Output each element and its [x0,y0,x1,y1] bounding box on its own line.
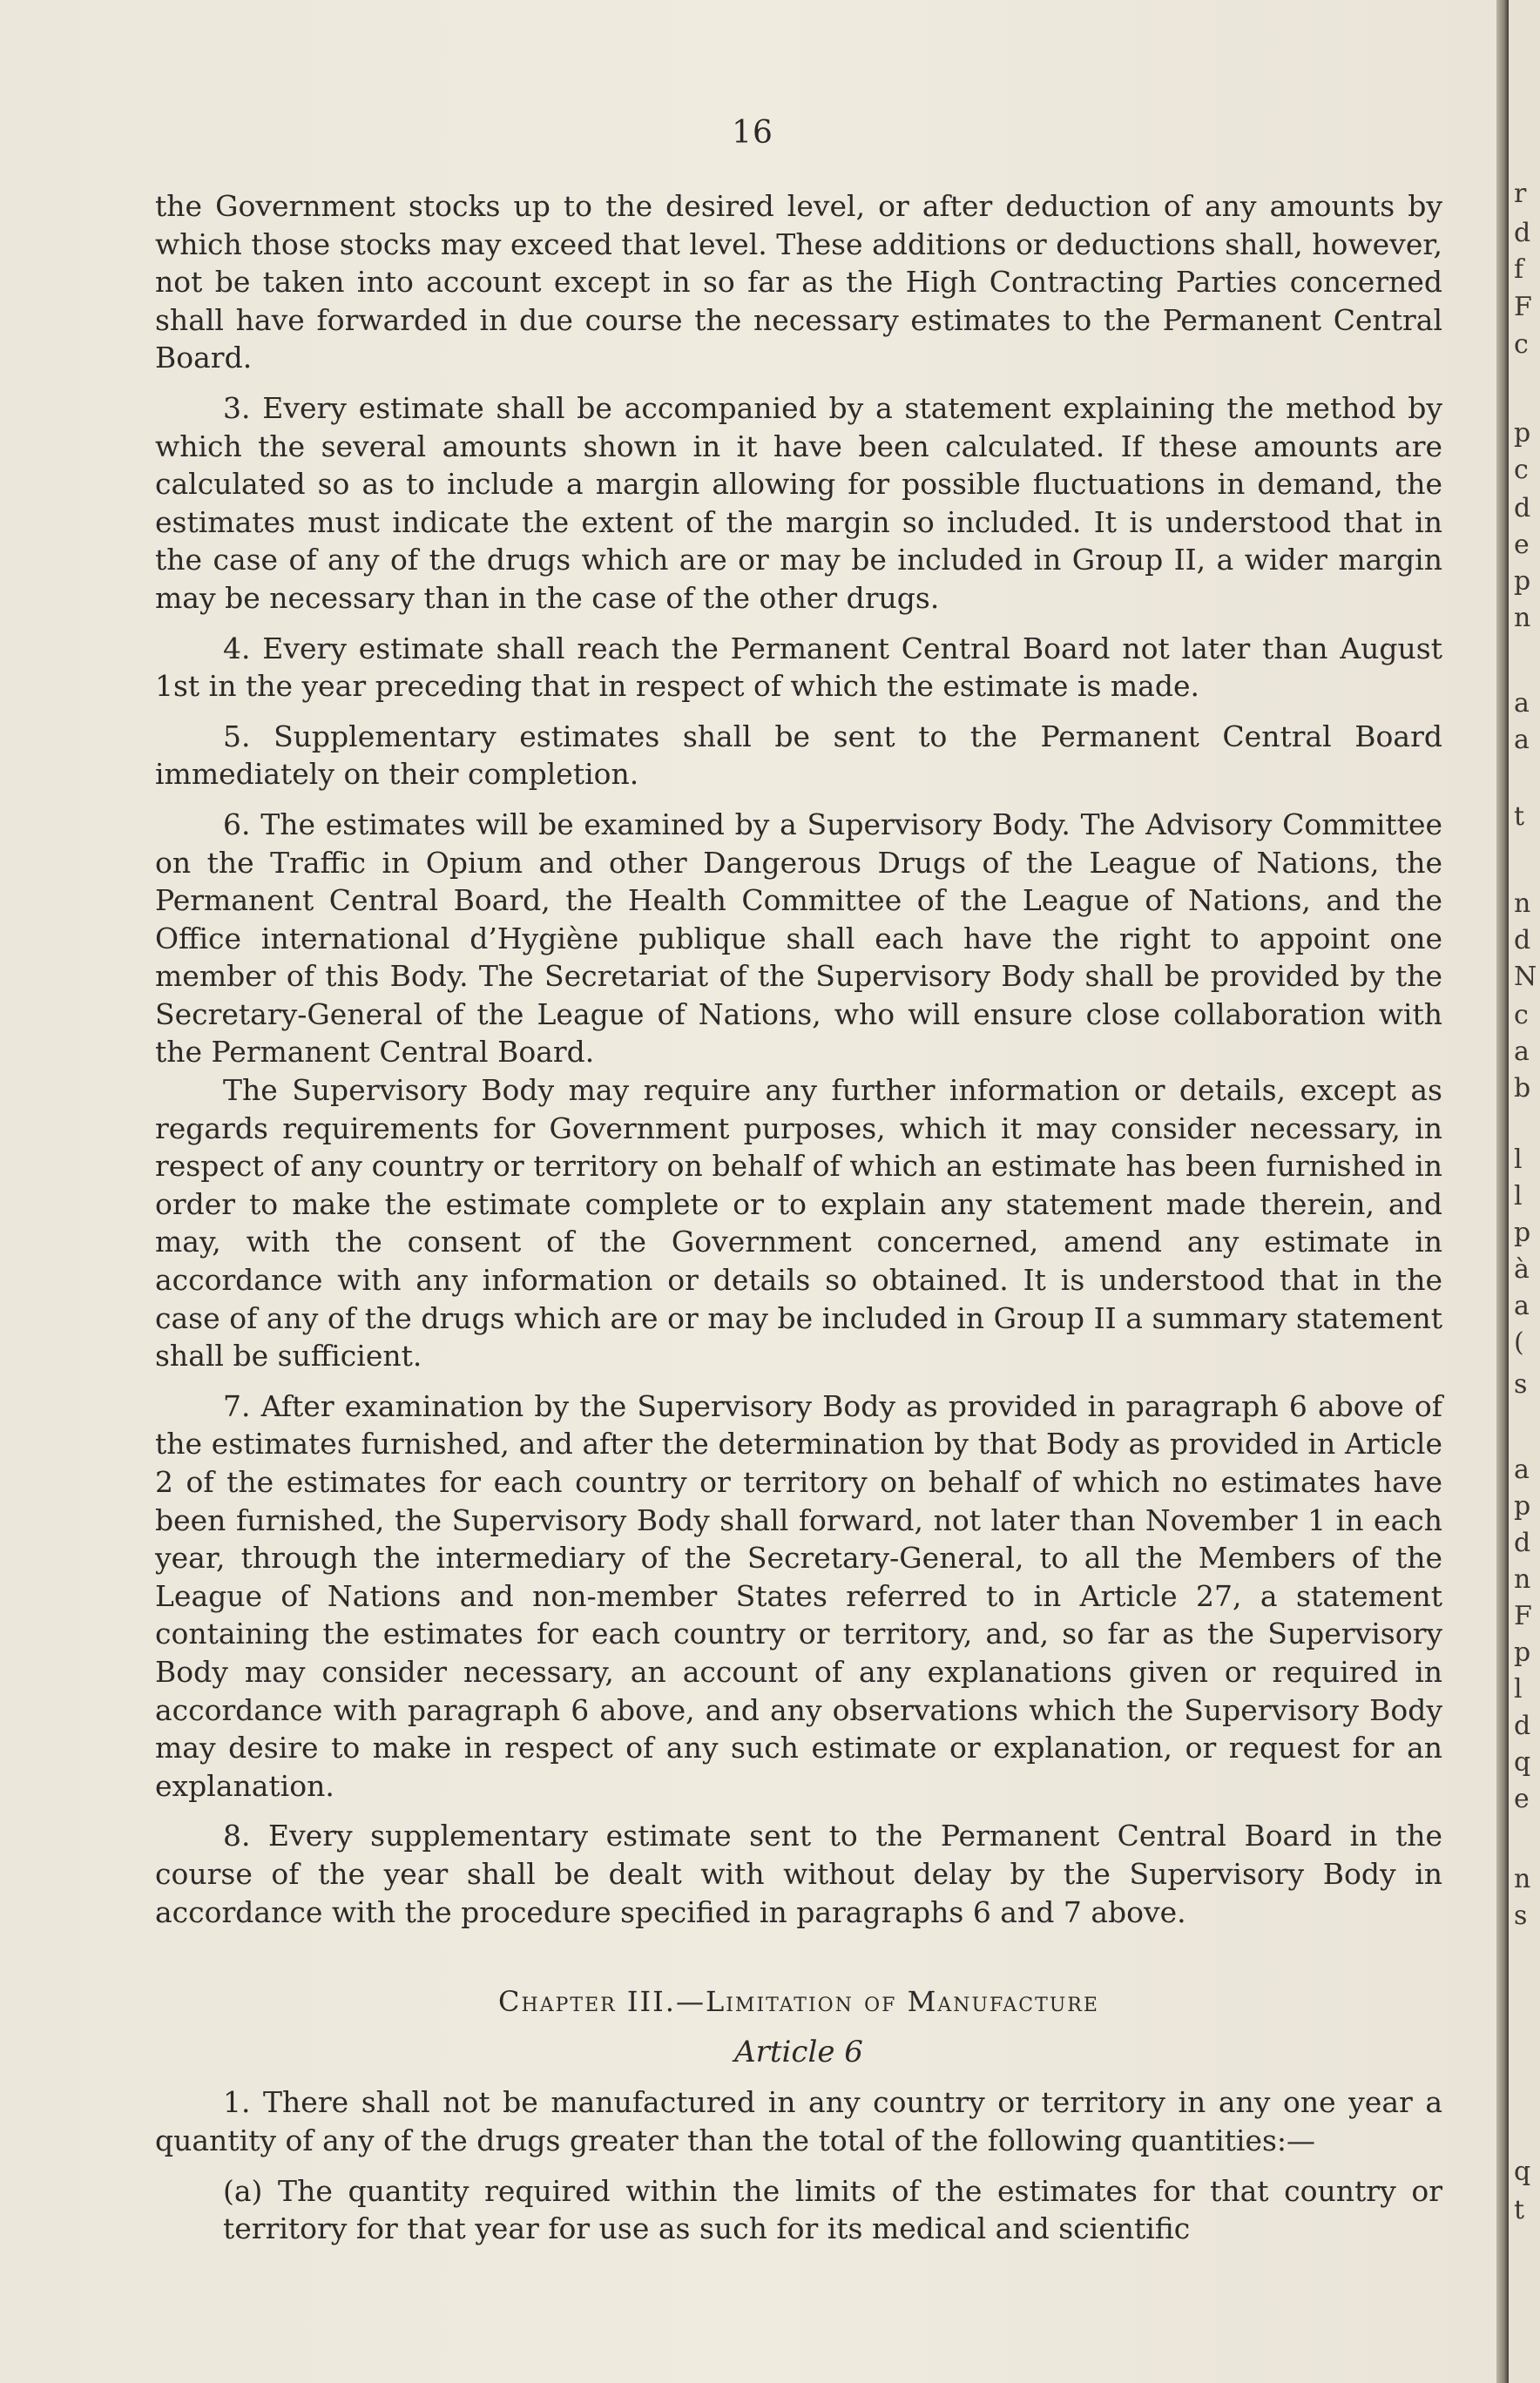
adjacent-page-letter: p [1514,1637,1531,1668]
adjacent-page-letter: n [1514,888,1531,919]
adjacent-page-letter: l [1514,1674,1523,1705]
adjacent-page-letter: N [1514,962,1537,992]
adjacent-page-letter: c [1514,329,1529,360]
adjacent-page-letter: d [1514,493,1531,523]
adjacent-page-letter: n [1514,1864,1531,1894]
adjacent-page-letter: d [1514,218,1531,248]
adjacent-page-letter: p [1514,1491,1531,1522]
body-text [155,187,1442,2248]
paragraph-6: 6. The estimates will be examined by a Supervisory Body. The Advisory Committee on the Traffic in Opium and other Dangerous Drugs of the League of Nations, the Permanent Central Board, the Health Committee of the League of Nations, and the Office international d’Hygiène publique shall each have the right to appoint one member of this Body. The Secretariat of the Supervisory Body shall be provided by the Secretary-General of the League of Nations, who will ensure close collaboration with the Permanent Central Board. [155,807,1442,1070]
adjacent-page-letter: r [1514,179,1527,209]
adjacent-page-edge [1509,0,1540,2383]
paragraph-8: 8. Every supplementary estimate sent to the Permanent Central Board in the course of the year shall be dealt with without delay by the Supervisory Body in accordance with the procedure specified in paragraphs 6 and 7 above. [155,1819,1442,1929]
adjacent-page-letter: f [1514,254,1524,285]
adjacent-page-letter: e [1514,1784,1530,1814]
adjacent-page-letter: e [1514,530,1530,560]
adjacent-page-letter: c [1514,455,1529,485]
paragraph-4: 4. Every estimate shall reach the Permanent Central Board not later than August 1st in the year preceding that in respect of which the estimate is made. [155,631,1442,704]
adjacent-page-letter: s [1514,1900,1528,1931]
adjacent-page-letter: a [1514,688,1530,719]
book-spine-shadow [1496,0,1509,2383]
adjacent-page-letter: q [1514,2157,1531,2187]
paragraph-7: 7. After examination by the Supervisory Body as provided in paragraph 6 above of the estimates furnished, and after the determination by that Body as provided in Article 2 of the estimates for each country or territory on behalf of which no estimates have been furnished, the Supervisory Body shall forward, not later than November 1 in each year, through the intermediary of the Secretary-General, to all the Members of the League of Nations and non-member States referred to in Article 27, a statement containing the estimates for each country or territory, and, so far as the Supervisory Body may consider necessary, an account of any explanations given or required in accordance with paragraph 6 above, and any observations which the Supervisory Body may desire to make in respect of any such estimate or explanation, or request for an explanation. [155,1388,1442,1803]
adjacent-page-letter: n [1514,1564,1531,1595]
adjacent-page-letter: F [1514,1601,1532,1631]
article-subparagraph-a: (a) The quantity required within the limits of the estimates for that country or territory for that year for use as such for its medical and scientific [223,2173,1442,2246]
adjacent-page-letter: n [1514,603,1531,633]
adjacent-page-letter: d [1514,1711,1531,1741]
adjacent-page-letter: b [1514,1073,1531,1104]
paragraph-5: 5. Supplementary estimates shall be sent to the Permanent Central Board immediately on their completion. [155,719,1442,792]
adjacent-page-letter: à [1514,1254,1530,1285]
adjacent-page-letter: l [1514,1144,1523,1175]
adjacent-page-letter: a [1514,1291,1530,1321]
adjacent-page-letter: t [1514,801,1525,832]
adjacent-page-letter: t [1514,2195,1525,2225]
page-number: 16 [732,115,773,151]
adjacent-page-letter: q [1514,1747,1531,1778]
adjacent-page-letter: c [1514,1000,1529,1030]
adjacent-page-letter: a [1514,1455,1530,1485]
adjacent-page-letter: p [1514,418,1531,449]
paragraph-3: 3. Every estimate shall be accompanied by a statement explaining the method by which the several amounts shown in it have been calculated. If these amounts are calculated so as to include a margin allowing for possible fluctuations in demand, the estimates must indicate the extent of the margin so included. It is understood that in the case of any of the drugs which are or may be included in Group II, a wider margin may be necessary than in the case of the other drugs. [155,390,1442,615]
article-paragraph-1: 1. There shall not be manufactured in any country or territory in any one year a quantity of any of the drugs greater than the total of the following quantities:— [155,2085,1442,2157]
adjacent-page-letter: d [1514,925,1531,955]
adjacent-page-letter: a [1514,725,1530,755]
paragraph-6-continued: The Supervisory Body may require any further information or details, except as regards requirements for Government purposes, which it may consider necessary, in respect of any country or territory on behalf of which an estimate has been furnished in order to make the estimate complete or to explain any statement made therein, and may, with the consent of the Government concerned, amend any estimate in accordance with any information or details so obtained. It is understood that in the case of any of the drugs which are or may be included in Group II a summary statement shall be sufficient. [155,1073,1442,1374]
paragraph-continuation: the Government stocks up to the desired level, or after deduction of any amounts by which those stocks may exceed that level. These additions or deductions shall, however, not be taken into account except in so far as the High Contracting Parties concerned shall have forwarded in due course the necessary estimates to the Permanent Central Board. [155,189,1442,375]
adjacent-page-letter: F [1514,292,1532,322]
adjacent-page-letter: ( [1514,1327,1524,1358]
adjacent-page-letter: p [1514,1218,1531,1248]
article-heading: Article 6 [734,2034,863,2069]
adjacent-page-letter: a [1514,1036,1530,1067]
adjacent-page-letter: l [1514,1181,1523,1212]
chapter-heading: Chapter III.—Limitation of Manufacture [498,1985,1099,2019]
adjacent-page-letter: s [1514,1369,1528,1400]
adjacent-page-letter: d [1514,1528,1531,1558]
adjacent-page-letter: p [1514,566,1531,597]
